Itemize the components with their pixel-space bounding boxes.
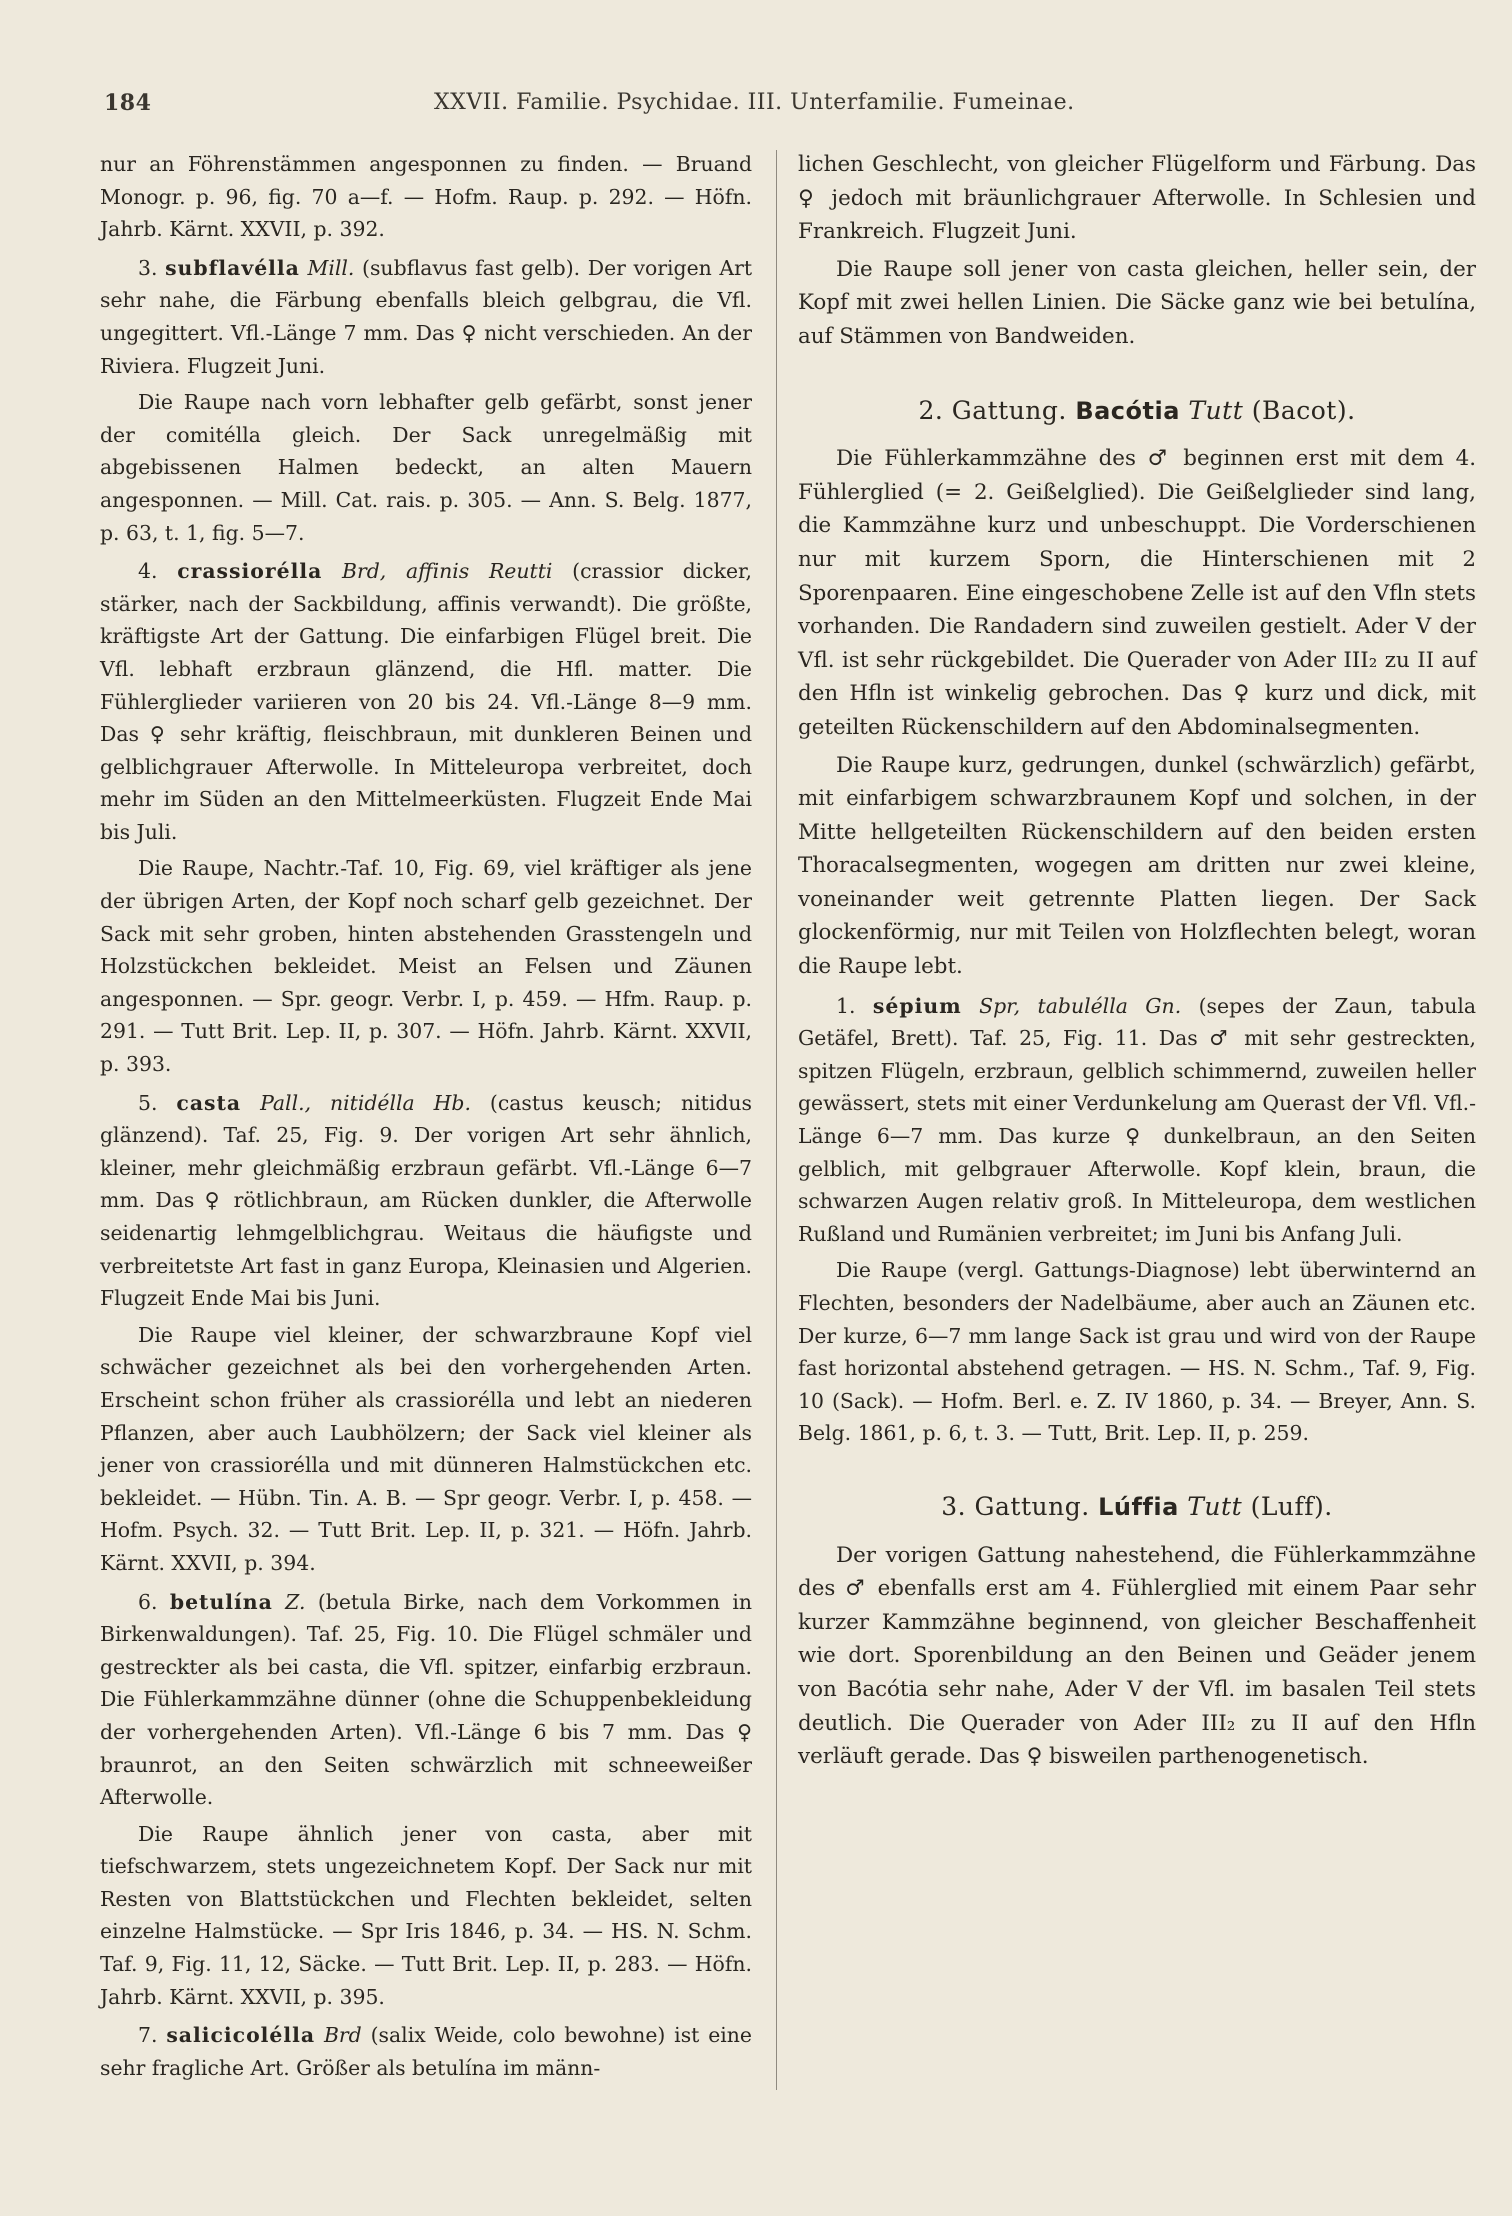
species-number: 3.: [138, 255, 158, 280]
species-description: (betula Birke, nach dem Vorkommen in Birkenwaldungen). Taf. 25, Fig. 10. Die Flügel schmäler und gestreckter als bei casta, die Vfl. spitzer, einfarbig erzbraun. Die Fühlerkammzähne dünner (ohne die Schuppenbekleidung der vorhergehenden Arten). Vfl.-Länge 6 bis 7 mm. Das ♀ braunrot, an den Seiten schwärzlich mit schneeweißer Afterwolle.: [100, 1589, 753, 1810]
species-name: betulína: [169, 1589, 273, 1614]
running-title: XXVII. Familie. Psychidae. III. Unterfamilie. Fumeinae.: [434, 90, 1075, 115]
species-number: 5.: [138, 1090, 158, 1115]
species-author: Pall., nitidélla Hb.: [260, 1090, 471, 1115]
left-column: [100, 148, 752, 2088]
species-description: (crassior dicker, stärker, nach der Sackbildung, affinis verwandt). Die größte, kräftigste Art der Gattung. Die einfarbigen Flügel breit. Die Vfl. lebhaft erzbraun glänzend, die Hfl. matter. Die Fühlerglieder variieren von 20 bis 24. Vfl.-Länge 8—9 mm. Das ♀ sehr kräftig, fleischbraun, mit dunkleren Beinen und gelblichgrauer Afterwolle. In Mitteleuropa verbreitet, doch mehr im Süden an den Mittelmeerküsten. Flugzeit Ende Mai bis Juli.: [100, 559, 753, 844]
genus-name: Bacótia: [1075, 396, 1180, 425]
larva-paragraph: Die Raupe nach vorn lebhafter gelb gefärbt, sonst jener der comitélla gleich. Der Sack unregelmäßig mit abgebissenen Halmen bedeckt, an alten Mauern angesponnen. — Mill. Cat. rais. p. 305. — Ann. S. Belg. 1877, p. 63, t. 1, fig. 5—7.: [100, 390, 752, 545]
genus-author: Tutt: [1188, 395, 1244, 425]
genus-heading: [798, 394, 1476, 429]
genus-description: Die Fühlerkammzähne des ♂ beginnen erst mit dem 4. Fühlerglied (= 2. Geißelglied). Die Geißelglieder sind lang, die Kammzähne kurz und unbeschuppt. Die Vorderschienen nur mit kurzem Sporn, die Hinterschienen mit 2 Sporenpaaren. Eine eingeschobene Zelle ist auf den Vfln stets vorhanden. Die Randadern sind zuweilen gestielt. Ader V der Vfl. ist sehr rückgebildet. Die Querader von Ader III₂ zu II auf den Hfln ist winkelig gebrochen. Das ♀ kurz und dick, mit geteilten Rückenschildern auf den Abdominalsegmenten.: [798, 446, 1476, 740]
species-name: sépium: [872, 993, 962, 1018]
species-number: 7.: [138, 2023, 158, 2048]
species-description: (subflavus fast gelb). Der vorigen Art sehr nahe, die Färbung ebenfalls bleich gelbgrau, die Vfl. ungegittert. Vfl.-Länge 7 mm. Das ♀ nicht verschieden. An der Riviera. Flugzeit Juni.: [100, 255, 753, 378]
genus-eponym: (Luff).: [1250, 1491, 1333, 1521]
species-entry: [100, 1586, 752, 1814]
larva-paragraph: Die Raupe viel kleiner, der schwarzbraune Kopf viel schwächer gezeichnet als bei den vorhergehenden Arten. Erscheint schon früher als crassiorélla und lebt an niederen Pflanzen, aber auch Laubhölzern; der Sack viel kleiner als jener von crassiorélla und mit dünneren Halmstückchen etc. bekleidet. — Hübn. Tin. A. B. — Spr geogr. Verbr. I, p. 458. — Hofm. Psych. 32. — Tutt Brit. Lep. II, p. 321. — Höfn. Jahrb. Kärnt. XXVII, p. 394.: [100, 1322, 752, 1575]
genus-number: 2. Gattung.: [918, 395, 1067, 425]
larva-paragraph: Die Raupe (vergl. Gattungs-Diagnose) lebt überwinternd an Flechten, besonders der Nadelbäume, aber auch an Zäunen etc. Der kurze, 6—7 mm lange Sack ist grau und wird von der Raupe fast horizontal abstehend getragen. — HS. N. Schm., Taf. 9, Fig. 10 (Sack). — Hofm. Berl. e. Z. IV 1860, p. 34. — Breyer, Ann. S. Belg. 1861, p. 6, t. 3. — Tutt, Brit. Lep. II, p. 259.: [798, 1258, 1476, 1446]
species-entry: [100, 2019, 752, 2084]
genus-number: 3. Gattung.: [941, 1491, 1090, 1521]
larva-paragraph: Die Raupe, Nachtr.-Taf. 10, Fig. 69, viel kräftiger als jene der übrigen Arten, der Kopf noch scharf gelb gezeichnet. Der Sack mit sehr groben, hinten abstehenden Grasstengeln und Holzstückchen bekleidet. Meist an Felsen und Zäunen angesponnen. — Spr. geogr. Verbr. I, p. 459. — Hfm. Raup. p. 291. — Tutt Brit. Lep. II, p. 307. — Höfn. Jahrb. Kärnt. XXVII, p. 393.: [100, 856, 752, 1077]
species-entry: [100, 555, 752, 848]
running-header: [104, 90, 1134, 120]
genus-eponym: (Bacot).: [1251, 395, 1356, 425]
species-entry: [100, 252, 752, 382]
species-author: Brd: [323, 2023, 362, 2048]
genus-heading: [798, 1490, 1476, 1525]
species-number: 6.: [138, 1589, 158, 1614]
species-name: casta: [176, 1090, 242, 1115]
species-entry: [798, 990, 1476, 1251]
paragraph: nur an Föhrenstämmen angesponnen zu finden. — Bruand Monogr. p. 96, fig. 70 a—f. — Hofm. Raup. p. 292. — Höfn. Jahrb. Kärnt. XXVII, p. 392.: [100, 152, 752, 242]
larva-paragraph: Die Raupe kurz, gedrungen, dunkel (schwärzlich) gefärbt, mit einfarbigem schwarzbraunem Kopf und solchen, in der Mitte hellgeteilten Rückenschildern auf den beiden ersten Thoracalsegmenten, wogegen am dritten nur zwei kleine, voneinander weit getrennte Platten liegen. Der Sack glockenförmig, nur mit Teilen von Holzflechten belegt, woran die Raupe lebt.: [798, 752, 1476, 980]
species-number: 1.: [836, 993, 856, 1018]
species-name: crassiorélla: [177, 559, 323, 584]
species-author: Brd, affinis Reutti: [342, 559, 553, 584]
page-number: 184: [104, 90, 152, 116]
column-divider: [776, 150, 777, 2090]
species-name: subflavélla: [165, 255, 300, 280]
species-name: salicicolélla: [166, 2023, 316, 2048]
species-author: Z.: [285, 1589, 306, 1614]
species-description: (castus keusch; nitidus glänzend). Taf. 25, Fig. 9. Der vorigen Art sehr ähnlich, kleiner, mehr gleichmäßig erzbraun gefärbt. Vfl.-Länge 6—7 mm. Das ♀ rötlichbraun, am Rücken dunkler, die Afterwolle seidenartig lehmgelblichgrau. Weitaus die häufigste und verbreitetste Art fast in ganz Europa, Kleinasien und Algerien. Flugzeit Ende Mai bis Juni.: [100, 1090, 752, 1311]
larva-paragraph: Die Raupe ähnlich jener von casta, aber mit tiefschwarzem, stets ungezeichnetem Kopf. Der Sack nur mit Resten von Blattstückchen und Flechten bekleidet, selten einzelne Halmstücke. — Spr Iris 1846, p. 34. — HS. N. Schm. Taf. 9, Fig. 11, 12, Säcke. — Tutt Brit. Lep. II, p. 283. — Höfn. Jahrb. Kärnt. XXVII, p. 395.: [100, 1821, 752, 2009]
species-description: (sepes der Zaun, tabula Getäfel, Brett). Taf. 25, Fig. 11. Das ♂ mit sehr gestreckten, spitzen Flügeln, erzbraun, gelblich schimmernd, zuweilen heller gewässert, stets mit einer Verdunkelung am Querast der Vfl. Vfl.-Länge 6—7 mm. Das kurze ♀ dunkelbraun, an den Seiten gelblich, mit gelbgrauer Afterwolle. Kopf klein, braun, die schwarzen Augen relativ groß. In Mitteleuropa, dem westlichen Rußland und Rumänien verbreitet; im Juni bis Anfang Juli.: [798, 993, 1477, 1246]
species-description: (salix Weide, colo bewohne) ist eine sehr fragliche Art. Größer als betulína im männ-: [100, 2023, 752, 2080]
larva-paragraph: Die Raupe soll jener von casta gleichen, heller sein, der Kopf mit zwei hellen Linien. Die Säcke ganz wie bei betulína, auf Stämmen von Bandweiden.: [798, 256, 1476, 349]
genus-name: Lúffia: [1098, 1492, 1179, 1521]
right-column: [798, 148, 1476, 1778]
species-number: 4.: [138, 559, 158, 584]
species-author: Mill.: [307, 255, 355, 280]
genus-author: Tutt: [1187, 1491, 1243, 1521]
species-entry: [100, 1087, 752, 1315]
species-author: Spr, tabulélla Gn.: [979, 993, 1182, 1018]
genus-description: Der vorigen Gattung nahestehend, die Fühlerkammzähne des ♂ ebenfalls erst am 4. Fühlerglied mit einem Paar sehr kurzer Kammzähne beginnend, von gleicher Beschaffenheit wie dort. Sporenbildung an den Beinen und Geäder jenem von Bacótia sehr nahe, Ader V der Vfl. im basalen Teil stets deutlich. Die Querader von Ader III₂ zu II auf den Hfln verläuft gerade. Das ♀ bisweilen parthenogenetisch.: [798, 1542, 1476, 1770]
paragraph: lichen Geschlecht, von gleicher Flügelform und Färbung. Das ♀ jedoch mit bräunlichgrauer Afterwolle. In Schlesien und Frankreich. Flugzeit Juni.: [798, 152, 1476, 245]
